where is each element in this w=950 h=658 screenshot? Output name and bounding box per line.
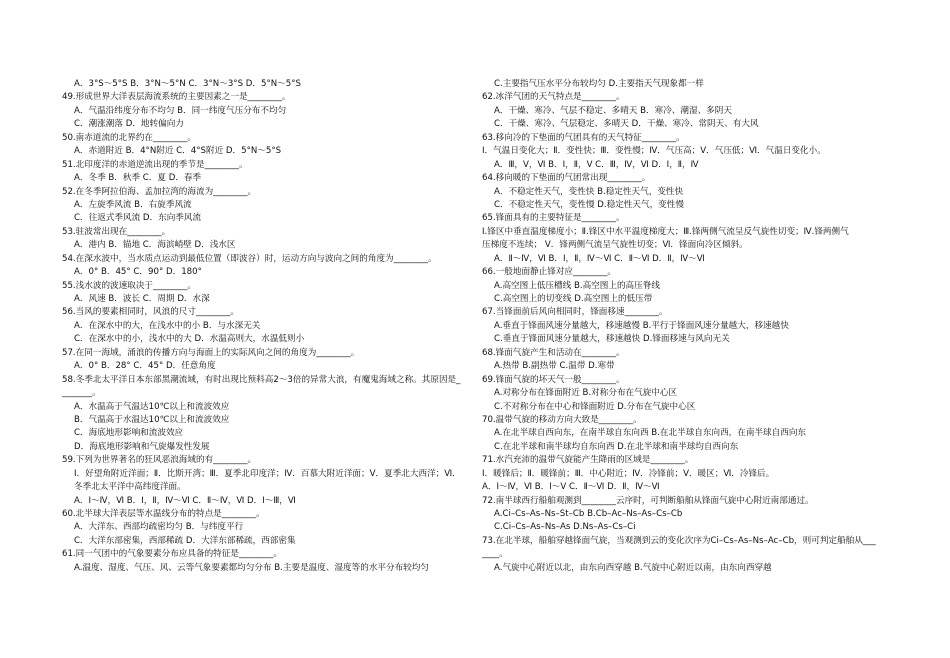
text-line: Ⅰ.锋区中垂直温度梯度小；Ⅱ.锋区中水平温度梯度大；Ⅲ.锋两侧气流呈反气旋性切变；Ⅳ.锋两侧气 — [482, 226, 849, 237]
text-line: 68.锋面气旋产生和活动在________。 — [482, 347, 625, 358]
text-line: A．赤道附近 B．4°N附近 C．4°S附近 D．5°N～5°S — [74, 146, 282, 157]
text-line: A.温度、湿度、气压、风、云等气象要素都均匀分布 B.主要是温度、湿度等的水平分布较均匀 — [74, 562, 429, 573]
text-line: Ⅰ．暖锋后；Ⅱ．暖锋前；Ⅲ．中心附近；Ⅳ．冷锋前；Ⅴ．暖区；Ⅵ．冷锋后。 — [482, 468, 775, 479]
text-line: A．不稳定性天气，变性快 B.稳定性天气，变性快 — [494, 186, 684, 197]
text-line: A．Ⅰ～Ⅳ，Ⅵ B．Ⅰ，Ⅱ，Ⅳ～Ⅵ C．Ⅱ～Ⅳ，Ⅵ D．Ⅰ～Ⅲ，Ⅵ — [74, 495, 296, 506]
text-line: 57.在同一海域，涌浪的传播方向与海面上的实际风向之间的角度为________。 — [62, 347, 360, 358]
text-line: 69.锋面气旋的坏天气一般________。 — [482, 374, 625, 385]
text-line: 53.驻波常出现在________。 — [62, 226, 171, 237]
text-line: 54.在深水波中，当水质点运动到最低位置（即波谷）时，运动方向与波向之间的角度为________。 — [62, 253, 437, 264]
right-column — [482, 78, 892, 575]
text-line: A．Ⅲ，Ⅴ，Ⅵ B．Ⅰ，Ⅱ，Ⅴ C．Ⅲ，Ⅳ，Ⅵ D．Ⅰ，Ⅱ，Ⅳ — [494, 159, 699, 170]
text-line: A.Ci–Cs–As–Ns–St–Cb B.Cb–Ac–Ns–As–Cs–Cb — [494, 509, 683, 519]
text-line: Ⅰ．气温日变化大；Ⅱ．变性快；Ⅲ．变性慢；Ⅳ．气压高；Ⅴ．气压低；Ⅵ．气温日变化小。 — [482, 146, 826, 157]
text-line: 71.水汽充沛的温带气旋能产生降雨的区域是________。 — [482, 455, 694, 466]
text-line: 73.在北半球，船舶穿越锋面气旋，当观测到云的变化次序为Ci–Cs–As–Ns–Ac–Cb，则可判定船舶从___ — [482, 535, 876, 546]
text-line: A．3°S～5°S B．3°N～5°N C．3°N～3°S D．5°N～5°S — [74, 79, 301, 89]
text-line: A．0° B．28° C．45° D．任意角度 — [74, 361, 216, 372]
text-line: ____。 — [482, 549, 508, 560]
text-line: A.热带 B.副热带 C.温带 D.寒带 — [494, 361, 615, 372]
text-line: A.气旋中心附近以北，由东向西穿越 B.气旋中心附近以南，由东向西穿越 — [494, 562, 772, 573]
text-line: 72.南半球西行船舶观测到________云序时，可判断船舶从锋面气旋中心附近南部通过。 — [482, 495, 814, 506]
text-line: 61.同一气团中的气象要素分布应具备的特征是________。 — [62, 549, 282, 560]
text-line: 50.南赤道流的北界约在________。 — [62, 132, 196, 143]
text-line: _______。 — [62, 388, 101, 399]
text-line: 63.移向冷的下垫面的气团具有的天气特征________。 — [482, 132, 685, 143]
text-line: C．潮涨潮落 D．地转偏向力 — [74, 119, 184, 130]
text-line: 64.移向暖的下垫面的气团常出现________。 — [482, 173, 651, 184]
text-line: 65.锋面具有的主要特征是________。 — [482, 213, 625, 224]
text-line: A．0° B．45° C．90° D．180° — [74, 267, 202, 278]
text-line: C．海底地形影响和流波效应 — [74, 428, 184, 439]
text-line: 62.冰洋气团的天气特点是________。 — [482, 92, 625, 103]
text-line: A．干燥、寒冷、气层不稳定、多晴天 B．寒冷、潮湿、多阴天 — [494, 105, 732, 116]
text-line: A．冬季 B．秋季 C．夏 D．春季 — [74, 173, 202, 184]
text-line: B．气温高于水温达10℃以上和流波效应 — [74, 414, 230, 425]
text-line: 压梯度不连续； Ⅴ．锋两侧气流呈气旋性切变；Ⅵ．锋面向冷区倾斜。 — [482, 240, 748, 251]
text-line: C.高空图上的切变线 D.高空图上的低压带 — [494, 294, 653, 304]
text-line: A．港内 B．锚地 C．海滨峭壁 D．浅水区 — [74, 240, 236, 251]
text-line: C．不稳定性天气，变性慢 D.稳定性天气，变性慢 — [494, 199, 684, 210]
text-line: C.主要指气压水平分布较均匀 D.主要指天气现象都一样 — [494, 79, 704, 89]
text-line: 59.下列为世界著名的狂风恶浪海域的有________。 — [62, 455, 257, 466]
text-line: C.Ci–Cs–As–Ns–As D.Ns–As–Cs–Ci — [494, 522, 636, 533]
text-line: A．Ⅰ～Ⅳ，Ⅵ B．Ⅰ～Ⅴ C．Ⅱ～Ⅵ D．Ⅱ，Ⅳ～Ⅵ — [482, 482, 660, 493]
text-line: C．大洋东部密集，西部稀疏 D．大洋东部稀疏，西部密集 — [74, 535, 296, 546]
text-line: C.不对称分布在中心和锋面附近 D.分布在气旋中心区 — [494, 401, 696, 412]
left-column — [62, 78, 472, 575]
text-line: D．海底地形影响和气旋爆发性发展 — [74, 441, 210, 452]
text-line: A.在北半球自西向东，在南半球自东向西 B.在北半球自东向西，在南半球自西向东 — [494, 428, 807, 439]
text-line: 冬季北太平洋中高纬度洋面。 — [74, 482, 186, 493]
text-line: C．往返式季风流 D．东向季风流 — [74, 213, 202, 224]
text-line: A．左旋季风流 B．右旋季风流 — [74, 199, 192, 210]
text-line: Ⅰ．好望角附近洋面；Ⅱ．比斯开湾；Ⅲ．夏季北印度洋；Ⅳ．百慕大附近洋面；Ⅴ．夏季北大西洋；Ⅵ． — [74, 468, 461, 479]
text-line: 60.北半球大洋表层等水温线分布的特点是________。 — [62, 509, 265, 519]
text-line: C.垂直于锋面风速分量越大，移速越快 D.锋面移速与风向无关 — [494, 334, 730, 345]
text-line: 58.冬季北太平洋日本东部黑潮流域，有时出现比预料高2～3倍的异常大浪，有魔鬼海域之称。其原因是_ — [62, 374, 461, 385]
text-line: 70.温带气旋的移动方向大致是________。 — [482, 414, 642, 425]
text-line: A.垂直于锋面风速分量越大，移速越慢 B.平行于锋面风速分量越大，移速越快 — [494, 320, 789, 331]
text-line: C．干燥、寒冷、气层稳定、多晴天 D．干燥、寒冷、常阴天、有大风 — [494, 119, 759, 130]
text-line: 49.形成世界大洋表层海流系统的主要因素之一是________。 — [62, 92, 291, 103]
text-line: A．风速 B．波长 C．周期 D．水深 — [74, 294, 210, 304]
text-line: A．水温高于气温达10℃以上和流波效应 — [74, 401, 230, 412]
text-line: 66.一般地面静止锋对应________。 — [482, 267, 616, 278]
text-line: 51.北印度洋的赤道逆流出现的季节是________。 — [62, 159, 248, 170]
text-line: 55.浅水波的波速取决于________。 — [62, 280, 196, 291]
text-line: 56.当风的要素相同时，风浪的尺寸________。 — [62, 307, 239, 318]
text-line: A．在深水中的大，在浅水中的小 B．与水深无关 — [74, 320, 261, 331]
text-line: 52.在冬季阿拉伯海、孟加拉湾的海流为________。 — [62, 186, 257, 197]
text-line: A.高空图上低压槽线 B.高空图上的高压脊线 — [494, 280, 660, 291]
text-line: A．大洋东、西部均疏密均匀 B．与纬度平行 — [74, 522, 244, 533]
text-line: A.对称分布在锋面附近 B.对称分布在气旋中心区 — [494, 388, 678, 399]
text-line: C.在北半球和南半球均自东向西 D.在北半球和南半球均自西向东 — [494, 441, 739, 452]
text-line: 67.当锋面前后风向相同时，锋面移速________。 — [482, 307, 668, 318]
text-line: C．在深水中的小，浅水中的大 D．水温高则大，水温低则小 — [74, 334, 305, 345]
text-line: A．气温沿纬度分布不均匀 B．同一纬度气压分布不均匀 — [74, 105, 287, 116]
text-line: A．Ⅱ～Ⅳ，Ⅵ B．Ⅰ，Ⅱ，Ⅳ～Ⅵ C．Ⅱ～Ⅵ D．Ⅱ，Ⅳ～Ⅵ — [494, 253, 705, 264]
